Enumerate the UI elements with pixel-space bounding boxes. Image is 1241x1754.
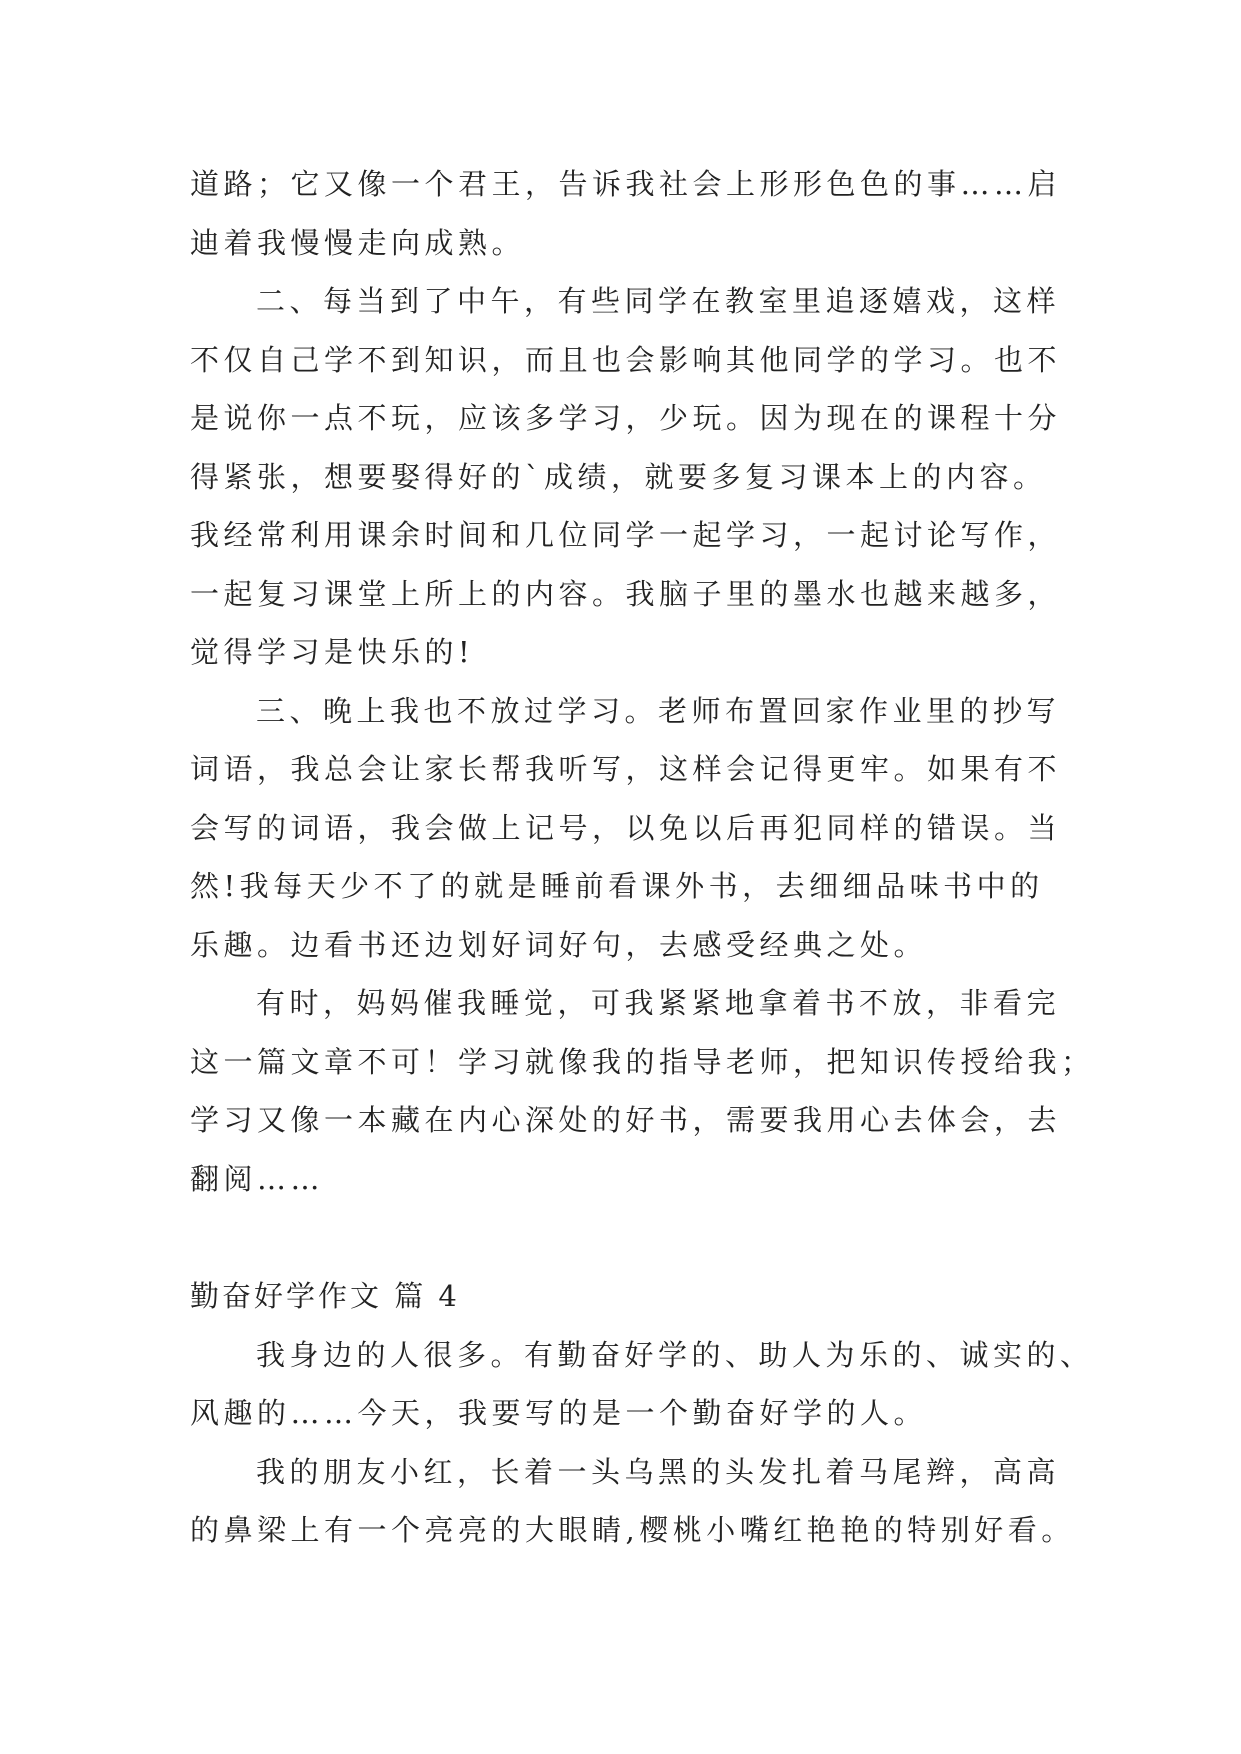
text-line: 会写的词语，我会做上记号，以免以后再犯同样的错误。当 bbox=[190, 810, 1062, 845]
text-line: 得紧张，想要娶得好的`成绩，就要多复习课本上的内容。 bbox=[190, 459, 1047, 494]
text-line: 词语，我总会让家长帮我听写，这样会记得更牢。如果有不 bbox=[190, 752, 1062, 786]
text-line: 不仅自己学不到知识，而且也会影响其他同学的学习。也不 bbox=[190, 342, 1062, 377]
text-line: 道路；它又像一个君王，告诉我社会上形形色色的事……启 bbox=[190, 167, 1062, 201]
text-line: 乐趣。边看书还边划好词好句，去感受经典之处。 bbox=[190, 927, 928, 962]
paragraph-start: 三、晚上我也不放过学习。老师布置回家作业里的抄写 bbox=[256, 693, 1061, 728]
text-line: 一起复习课堂上所上的内容。我脑子里的墨水也越来越多， bbox=[190, 576, 1062, 611]
text-line: 迪着我慢慢走向成熟。 bbox=[190, 225, 526, 260]
text-line: 学习又像一本藏在内心深处的好书，需要我用心去体会，去 bbox=[190, 1103, 1062, 1137]
section-spacer bbox=[190, 1208, 1070, 1267]
text-line: 然!我每天少不了的就是睡前看课外书，去细细品味书中的 bbox=[190, 869, 1044, 903]
text-line: 的鼻梁上有一个亮亮的大眼睛,樱桃小嘴红艳艳的特别好看。 bbox=[190, 1513, 1075, 1547]
text-line: 是说你一点不玩，应该多学习，少玩。因为现在的课程十分 bbox=[190, 401, 1062, 435]
section-heading: 勤奋好学作文 篇 4 bbox=[190, 1279, 460, 1313]
text-line: 风趣的……今天，我要写的是一个勤奋好学的人。 bbox=[190, 1396, 928, 1430]
paragraph-start: 我身边的人很多。有勤奋好学的、助人为乐的、诚实的、 bbox=[256, 1337, 1094, 1372]
paragraph-start: 二、每当到了中午，有些同学在教室里追逐嬉戏，这样 bbox=[256, 284, 1061, 318]
document-body bbox=[190, 155, 1095, 1560]
text-line: 这一篇文章不可！学习就像我的指导老师，把知识传授给我； bbox=[190, 1044, 1095, 1079]
text-line: 觉得学习是快乐的! bbox=[190, 635, 475, 669]
text-line: 翻阅…… bbox=[190, 1161, 325, 1196]
paragraph-start: 有时，妈妈催我睡觉，可我紧紧地拿着书不放，非看完 bbox=[256, 986, 1061, 1020]
paragraph-start: 我的朋友小红，长着一头乌黑的头发扎着马尾辫，高高 bbox=[256, 1454, 1061, 1489]
text-line: 我经常利用课余时间和几位同学一起学习，一起讨论写作， bbox=[190, 518, 1062, 552]
